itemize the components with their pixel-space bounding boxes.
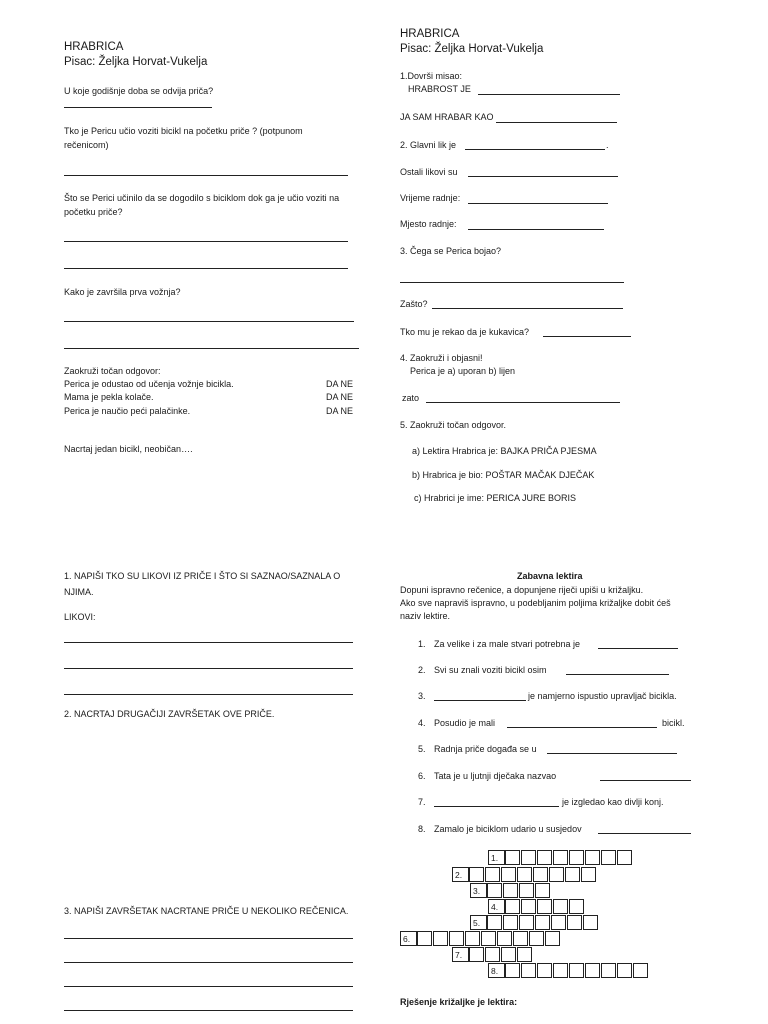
choice-row[interactable]: a) Lektira Hrabrica je: BAJKA PRIČA PJESMA — [412, 446, 597, 456]
question-season: U koje godišnje doba se odvija priča? — [64, 86, 214, 96]
place-prompt: Mjesto radnje: — [400, 219, 457, 229]
crossword-number-cell — [470, 883, 487, 898]
circle-item: Perica je odustao od učenja vožnje bicikla. — [64, 379, 234, 389]
zato-prompt: zato — [402, 393, 420, 403]
other-characters-prompt: Ostali likovi su — [400, 167, 458, 177]
crossword-cell[interactable] — [535, 915, 550, 930]
crossword-number: 2. — [455, 870, 463, 880]
fun-reading-title: Zabavna lektira — [517, 571, 583, 581]
section5-title: 5. Zaokruži točan odgovor. — [400, 420, 507, 430]
crossword-cell[interactable] — [521, 899, 536, 914]
answer-line[interactable] — [64, 642, 353, 643]
crossword-cell[interactable] — [529, 931, 544, 946]
task2: 2. NACRTAJ DRUGAČIJI ZAVRŠETAK OVE PRIČE. — [64, 709, 275, 719]
crossword-number: 5. — [473, 918, 481, 928]
crossword-cell[interactable] — [581, 867, 596, 882]
crossword-cell[interactable] — [569, 963, 584, 978]
crossword-cell[interactable] — [517, 867, 532, 882]
item-text: Radnja priče događa se u — [434, 744, 537, 754]
crossword-cell[interactable] — [519, 915, 534, 930]
crossword-cell[interactable] — [503, 915, 518, 930]
answer-line[interactable] — [400, 282, 624, 283]
answer-line[interactable] — [426, 402, 620, 403]
intro-line2: Ako sve napraviš ispravno, u podebljanim poljima križaljke dobit ćeš — [400, 598, 671, 608]
left-author: Pisac: Željka Horvat-Vukelja — [64, 56, 208, 68]
answer-line[interactable] — [543, 336, 631, 337]
circle-item: Perica je naučio peći palačinke. — [64, 406, 191, 416]
choice-row[interactable]: b) Hrabrica je bio: POŠTAR MAČAK DJEČAK — [412, 470, 595, 480]
crossword-number-cell — [452, 947, 469, 962]
answer-line[interactable] — [600, 780, 691, 781]
crossword-cell[interactable] — [513, 931, 528, 946]
crossword-number-cell — [488, 963, 505, 978]
crossword-cell[interactable] — [503, 883, 518, 898]
item-text: Tata je u ljutnji dječaka nazvao — [434, 771, 557, 781]
crossword-number: 4. — [491, 902, 499, 912]
period: . — [606, 140, 609, 150]
circle-task-title: Zaokruži točan odgovor: — [64, 366, 161, 376]
item-number: 5. — [418, 744, 426, 754]
crossword-cell[interactable] — [485, 947, 500, 962]
item-text: je namjerno ispustio upravljač bicikla. — [528, 691, 677, 701]
characters-label: LIKOVI: — [64, 612, 96, 622]
draw-task: Nacrtaj jedan bicikl, neobičan…. — [64, 444, 193, 454]
answer-line[interactable] — [64, 348, 359, 349]
question-who-taught-line1: Tko je Pericu učio voziti bicikl na početku priče ? (potpunom — [64, 126, 303, 136]
crossword-cell[interactable] — [633, 963, 648, 978]
question-bicycle-line2: početku priče? — [64, 207, 123, 217]
crossword-cell[interactable] — [469, 867, 484, 882]
crossword-cell[interactable] — [497, 931, 512, 946]
solution-label: Rješenje križaljke je lektira: — [400, 997, 518, 1007]
item-number: 7. — [418, 797, 426, 807]
crossword-cell[interactable] — [417, 931, 432, 946]
answer-line[interactable] — [468, 203, 608, 204]
answer-line[interactable] — [64, 107, 212, 108]
crossword-cell[interactable] — [501, 867, 516, 882]
crossword-cell[interactable] — [565, 867, 580, 882]
crossword-cell[interactable] — [517, 947, 532, 962]
crossword-cell[interactable] — [433, 931, 448, 946]
time-prompt: Vrijeme radnje: — [400, 193, 461, 203]
left-title: HRABRICA — [64, 41, 124, 53]
crossword-cell[interactable] — [569, 850, 584, 865]
item-number: 2. — [418, 665, 426, 675]
item-number: 8. — [418, 824, 426, 834]
crossword-number: 8. — [491, 966, 499, 976]
crossword-cell[interactable] — [485, 867, 500, 882]
crossword-number-cell — [452, 867, 469, 882]
answer-line[interactable] — [432, 308, 623, 309]
answer-line[interactable] — [496, 122, 617, 123]
crossword-number: 7. — [455, 950, 463, 960]
item-number: 1. — [418, 639, 426, 649]
task3: 3. NAPIŠI ZAVRŠETAK NACRTANE PRIČE U NEKOLIKO REČENICA. — [64, 906, 349, 916]
crossword-cell[interactable] — [567, 915, 582, 930]
why-prompt: Zašto? — [400, 299, 428, 309]
circle-item: Mama je pekla kolače. — [64, 392, 154, 402]
crossword-cell[interactable] — [505, 850, 520, 865]
right-title: HRABRICA — [400, 28, 460, 40]
answer-line[interactable] — [64, 986, 353, 987]
section3-title: 3. Čega se Perica bojao? — [400, 246, 502, 256]
answer-line[interactable] — [434, 700, 526, 701]
crossword-number-cell — [470, 915, 487, 930]
circle-options[interactable]: DA NE — [326, 392, 354, 402]
answer-line[interactable] — [434, 806, 559, 807]
crossword-cell[interactable] — [521, 963, 536, 978]
crossword-cell[interactable] — [549, 867, 564, 882]
crossword-cell[interactable] — [521, 850, 536, 865]
answer-line[interactable] — [64, 938, 353, 939]
crossword-cell[interactable] — [553, 850, 568, 865]
question-who-taught-line2: rečenicom) — [64, 140, 109, 150]
question-bicycle-line1: Što se Perici učinilo da se dogodilo s biciklom dok ga je učio voziti na — [64, 193, 340, 203]
answer-line[interactable] — [64, 962, 353, 963]
crossword-cell[interactable] — [537, 850, 552, 865]
item-text: je izgledao kao divlji konj. — [562, 797, 664, 807]
circle-options[interactable]: DA NE — [326, 379, 354, 389]
crossword-cell[interactable] — [481, 931, 496, 946]
crossword-cell[interactable] — [617, 963, 632, 978]
answer-line[interactable] — [547, 753, 677, 754]
answer-line[interactable] — [64, 175, 348, 176]
answer-line[interactable] — [64, 268, 348, 269]
crossword-number: 1. — [491, 853, 499, 863]
crossword-cell[interactable] — [533, 867, 548, 882]
answer-line[interactable] — [598, 833, 691, 834]
crossword-cell[interactable] — [537, 963, 552, 978]
main-character-prompt: 2. Glavni lik je — [400, 140, 457, 150]
item-text: Svi su znali voziti bicikl osim — [434, 665, 547, 675]
crossword-cell[interactable] — [551, 915, 566, 930]
answer-line[interactable] — [598, 648, 678, 649]
brave-as-prompt: JA SAM HRABAR KAO — [400, 112, 494, 122]
crossword-cell[interactable] — [537, 899, 552, 914]
crossword-cell[interactable] — [553, 899, 568, 914]
answer-line[interactable] — [507, 727, 657, 728]
crossword-cell[interactable] — [545, 931, 560, 946]
crossword-number: 3. — [473, 886, 481, 896]
intro-line1: Dopuni ispravno rečenice, a dopunjene riječi upiši u križaljku. — [400, 585, 644, 595]
crossword-cell[interactable] — [501, 947, 516, 962]
item-text: Za velike i za male stvari potrebna je — [434, 639, 581, 649]
answer-line[interactable] — [465, 149, 605, 150]
crossword-cell[interactable] — [585, 963, 600, 978]
crossword-cell[interactable] — [449, 931, 464, 946]
crossword-cell[interactable] — [583, 915, 598, 930]
task1-line2: NJIMA. — [64, 587, 94, 597]
crossword-cell[interactable] — [601, 963, 616, 978]
crossword-cell[interactable] — [465, 931, 480, 946]
crossword-cell[interactable] — [487, 915, 502, 930]
crossword-cell[interactable] — [535, 883, 550, 898]
item-number: 3. — [418, 691, 426, 701]
answer-line[interactable] — [468, 229, 604, 230]
answer-line[interactable] — [64, 241, 348, 242]
answer-line[interactable] — [64, 1010, 353, 1011]
crossword-number-cell — [488, 899, 505, 914]
crossword-cell[interactable] — [585, 850, 600, 865]
answer-line[interactable] — [64, 321, 354, 322]
item-number: 4. — [418, 718, 426, 728]
item-text: Zamalo je biciklom udario u susjedov — [434, 824, 582, 834]
right-author: Pisac: Željka Horvat-Vukelja — [400, 43, 544, 55]
crossword-number-cell — [488, 850, 505, 865]
answer-line[interactable] — [478, 94, 620, 95]
coward-prompt: Tko mu je rekao da je kukavica? — [400, 327, 530, 337]
circle-options[interactable]: DA NE — [326, 406, 354, 416]
crossword-cell[interactable] — [553, 963, 568, 978]
answer-line[interactable] — [64, 694, 353, 695]
crossword-cell[interactable] — [601, 850, 616, 865]
crossword-number: 6. — [403, 934, 411, 944]
item-text: bicikl. — [662, 718, 685, 728]
item-text: Posudio je mali — [434, 718, 496, 728]
question-first-ride: Kako je završila prva vožnja? — [64, 287, 181, 297]
crossword-cell[interactable] — [569, 899, 584, 914]
crossword-cell[interactable] — [519, 883, 534, 898]
intro-line3: naziv lektire. — [400, 611, 451, 621]
answer-line[interactable] — [566, 674, 669, 675]
item-number: 6. — [418, 771, 426, 781]
section4-title: 4. Zaokruži i objasni! — [400, 353, 483, 363]
choice-row[interactable]: c) Hrabrici je ime: PERICA JURE BORIS — [414, 493, 577, 503]
perica-options[interactable]: Perica je a) uporan b) lijen — [410, 366, 516, 376]
crossword-cell[interactable] — [469, 947, 484, 962]
answer-line[interactable] — [468, 176, 618, 177]
courage-prompt: HRABROST JE — [408, 84, 471, 94]
crossword-number-cell — [400, 931, 417, 946]
section1-title: 1.Dovrši misao: — [400, 71, 463, 81]
crossword-cell[interactable] — [505, 963, 520, 978]
answer-line[interactable] — [64, 668, 353, 669]
crossword-cell[interactable] — [505, 899, 520, 914]
task1-line1: 1. NAPIŠI TKO SU LIKOVI IZ PRIČE I ŠTO SI SAZNAO/SAZNALA O — [64, 571, 341, 581]
crossword-cell[interactable] — [617, 850, 632, 865]
crossword-cell[interactable] — [487, 883, 502, 898]
